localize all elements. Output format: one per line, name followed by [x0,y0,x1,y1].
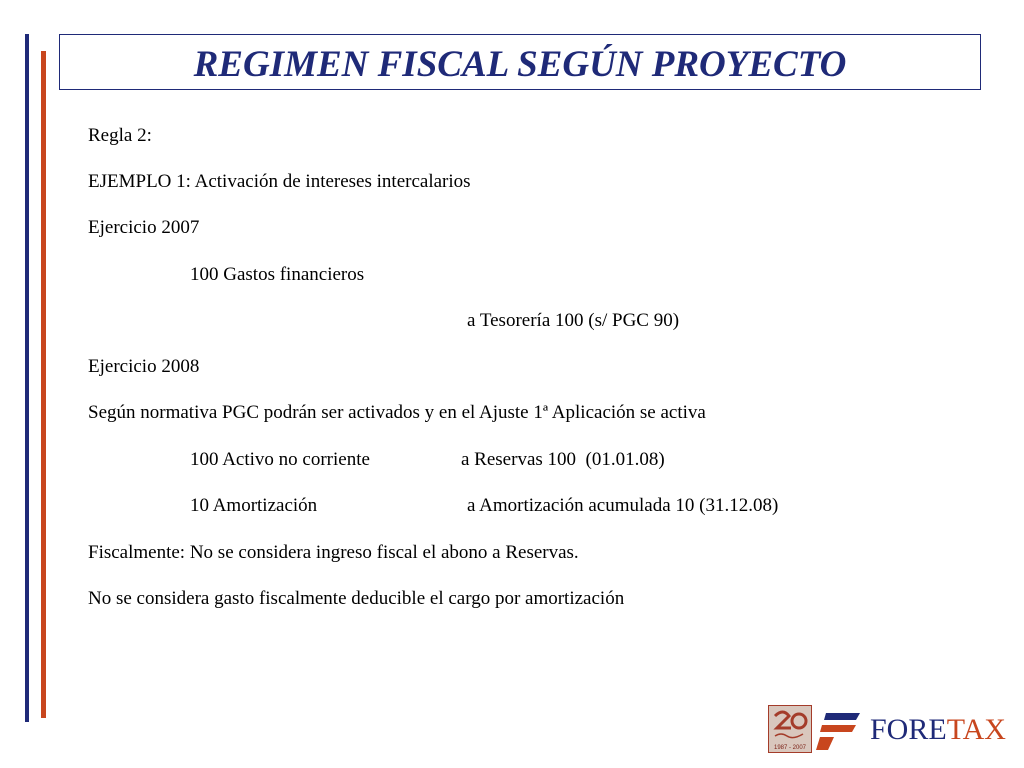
entry-credit-reserves: a Reservas 100 (01.01.08) [461,449,665,470]
entry-debit-amortization: 10 Amortización [190,495,318,516]
entry-credit-2007: a Tesorería 100 (s/ PGC 90) [467,310,680,331]
foretax-f-mark-icon [816,710,860,750]
anniversary-emblem-icon [768,705,812,753]
example-heading: EJEMPLO 1: Activación de intereses intercalarios [88,171,471,192]
entry-debit-asset: 100 Activo no corriente [190,449,370,470]
pgc-note: Según normativa PGC podrán ser activados y en el Ajuste 1ª Aplicación se activa [88,402,706,423]
foretax-logo [768,705,1012,753]
left-blue-bar [25,34,29,722]
fiscal-note-1: Fiscalmente: No se considera ingreso fiscal el abono a Reservas. [88,542,579,563]
rule-label: Regla 2: [88,125,152,146]
title-box [59,34,981,90]
entry-credit-accumulated: a Amortización acumulada 10 (31.12.08) [467,495,779,516]
left-orange-bar [41,51,46,718]
slide-title: REGIMEN FISCAL SEGÚN PROYECTO [193,44,847,85]
entry-debit-2007: 100 Gastos financieros [190,264,365,285]
brand-name: FORETAX [870,713,1006,746]
fiscal-note-2: No se considera gasto fiscalmente deducible el cargo por amortización [88,588,625,609]
emblem-years: 1987 - 2007 [773,745,807,751]
year-2007-label: Ejercicio 2007 [88,217,200,238]
year-2008-label: Ejercicio 2008 [88,356,200,377]
